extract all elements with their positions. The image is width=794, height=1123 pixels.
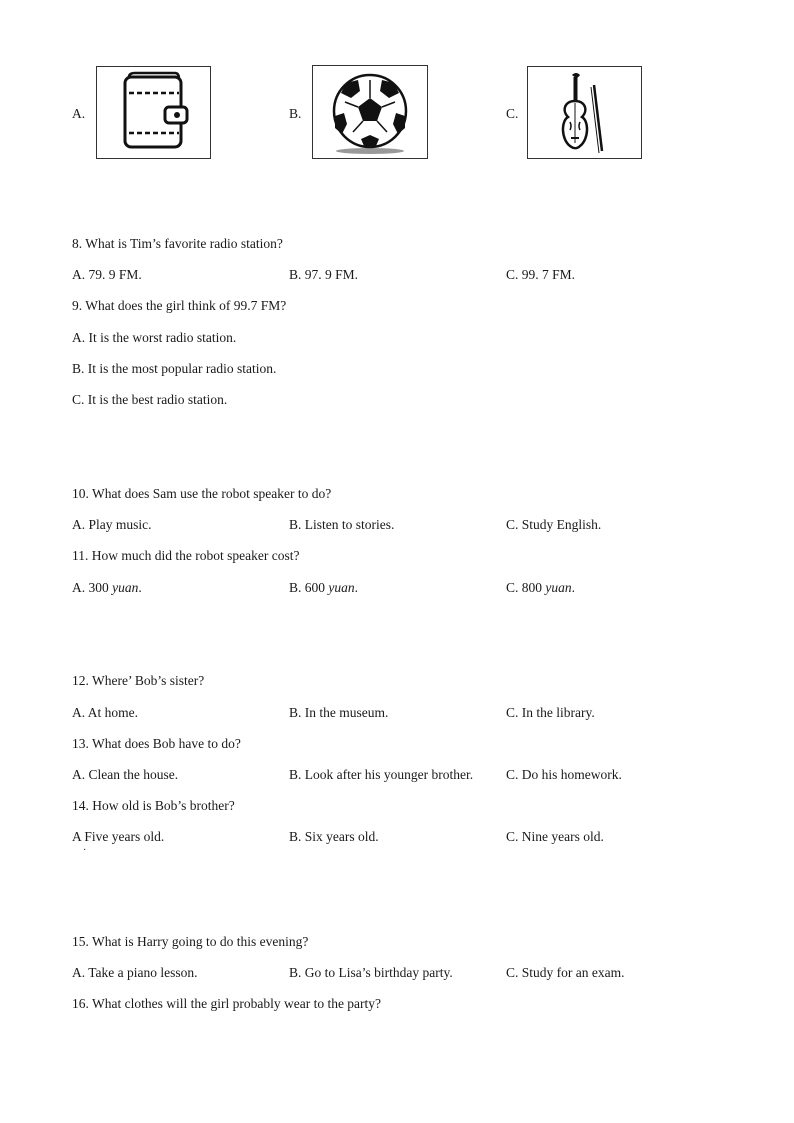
q12-option-c: C. In the library. [506, 705, 595, 720]
question-8: 8. What is Tim’s favorite radio station? [72, 236, 283, 251]
q14-option-b: B. Six years old. [289, 829, 379, 844]
q13-option-b: B. Look after his younger brother. [289, 767, 474, 782]
q14-option-a: A Five years old. [72, 829, 165, 844]
question-13: 13. What does Bob have to do? [72, 736, 241, 751]
violin-icon [528, 67, 641, 158]
q13-option-c: C. Do his homework. [506, 767, 622, 782]
q14-option-c: C. Nine years old. [506, 829, 604, 844]
question-16: 16. What clothes will the girl probably wear to the party? [72, 996, 382, 1011]
q12-option-b: B. In the museum. [289, 705, 389, 720]
q15-option-b: B. Go to Lisa’s birthday party. [289, 965, 453, 980]
question-10: 10. What does Sam use the robot speaker to do? [72, 486, 332, 501]
picture-option-label-a: A. [72, 106, 86, 121]
currency-word: yuan [545, 580, 572, 595]
currency-word: yuan [328, 580, 355, 595]
q10-option-c: C. Study English. [506, 517, 602, 532]
q8-option-b: B. 97. 9 FM. [289, 267, 359, 282]
picture-option-c [527, 66, 642, 159]
q9-option-c: C. It is the best radio station. [72, 392, 228, 407]
q15-option-a: A. Take a piano lesson. [72, 965, 198, 980]
wallet-icon [97, 67, 210, 158]
q15-option-c: C. Study for an exam. [506, 965, 625, 980]
picture-option-b [312, 65, 428, 159]
q10-option-a: A. Play music. [72, 517, 152, 532]
q9-option-b: B. It is the most popular radio station. [72, 361, 277, 376]
q9-option-a: A. It is the worst radio station. [72, 330, 237, 345]
q12-option-a: A. At home. [72, 705, 138, 720]
picture-option-a [96, 66, 211, 159]
q11-option-b: B. 600 yuan. [289, 580, 359, 595]
question-12: 12. Where’ Bob’s sister? [72, 673, 205, 688]
q10-option-b: B. Listen to stories. [289, 517, 395, 532]
question-11: 11. How much did the robot speaker cost? [72, 548, 300, 563]
soccer-ball-icon [313, 66, 427, 158]
q8-option-a: A. 79. 9 FM. [72, 267, 142, 282]
q11-option-a: A. 300 yuan. [72, 580, 142, 595]
stray-dot: · [83, 845, 87, 856]
picture-option-label-c: C. [506, 106, 519, 121]
question-15: 15. What is Harry going to do this evening? [72, 934, 309, 949]
question-14: 14. How old is Bob’s brother? [72, 798, 235, 813]
currency-word: yuan [112, 580, 139, 595]
question-9: 9. What does the girl think of 99.7 FM? [72, 298, 287, 313]
picture-option-label-b: B. [289, 106, 302, 121]
q8-option-c: C. 99. 7 FM. [506, 267, 576, 282]
q13-option-a: A. Clean the house. [72, 767, 179, 782]
q11-option-c: C. 800 yuan. [506, 580, 576, 595]
